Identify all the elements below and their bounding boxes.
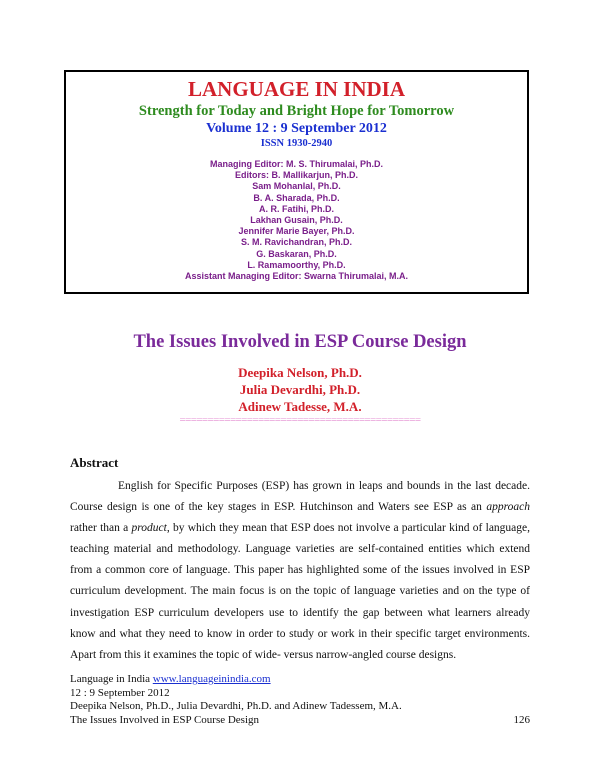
editor-line: A. R. Fatihi, Ph.D. (258, 203, 334, 214)
abstract-emphasis: product (131, 522, 167, 535)
editor-line: S. M. Ravichandran, Ph.D. (240, 237, 353, 248)
separator-line: =========================================== (179, 414, 421, 426)
editor-line: Editors: B. Mallikarjun, Ph.D. (234, 170, 359, 181)
abstract-emphasis: approach (486, 501, 530, 514)
author-name: Deepika Nelson, Ph.D. (238, 365, 362, 380)
article-title: The Issues Involved in ESP Course Design (133, 332, 467, 352)
editor-line: Managing Editor: M. S. Thirumalai, Ph.D. (209, 159, 383, 169)
abstract-text: rather than a (70, 522, 132, 535)
abstract-body (70, 476, 530, 666)
abstract-text: , by which they mean that ESP does not involve a particular kind of language, teaching material and methodology. Language varieties are self-contained entities which extend from a common core of language. This paper has highlighted some of the issues involved in ESP curriculum development. The main focus is on the topic of language varieties and on the type of investigation ESP curriculum developers use to identify the gap between what learners already know and what they need to know in order to study or work in their specific target environments. Apart from this it examines the topic of wide- versus narrow-angled course designs. (70, 522, 531, 661)
journal-issn: ISSN 1930-2940 (260, 138, 333, 149)
journal-tagline: Strength for Today and Bright Hope for Tomorrow (138, 103, 455, 119)
footer-article-title: The Issues Involved in ESP Course Design (70, 713, 260, 726)
abstract-text: English for Specific Purposes (ESP) has grown in leaps and bounds in the last decade. Course design is one of the key stages in ESP. Hutchinson and Waters see ESP as an (70, 480, 530, 514)
editor-line: G. Baskaran, Ph.D. (256, 248, 337, 259)
footer-journal-prefix: Language in India (70, 673, 153, 685)
footer-authors: Deepika Nelson, Ph.D., Julia Devardhi, Ph.D. and Adinew Tadessem, M.A. (70, 700, 402, 712)
abstract-heading: Abstract (70, 455, 119, 470)
footer-website-link[interactable]: www.languageinindia.com (152, 673, 271, 685)
footer-journal-line (70, 673, 530, 687)
author-name: Julia Devardhi, Ph.D. (239, 382, 361, 397)
editor-line: Jennifer Marie Bayer, Ph.D. (238, 226, 355, 237)
journal-title: LANGUAGE IN INDIA (187, 77, 406, 101)
editor-line: Sam Mohanlal, Ph.D. (252, 181, 341, 192)
editor-line: B. A. Sharada, Ph.D. (253, 192, 340, 203)
editor-line: Assistant Managing Editor: Swarna Thirumalai, M.A. (184, 271, 409, 282)
page-number: 126 (513, 713, 530, 726)
editor-line: Lakhan Gusain, Ph.D. (250, 215, 343, 226)
page-footer (70, 673, 530, 727)
author-name: Adinew Tadesse, M.A. (238, 399, 362, 414)
journal-volume: Volume 12 : 9 September 2012 (206, 121, 387, 136)
abstract-paragraph (70, 476, 530, 666)
author-list (0, 364, 600, 415)
editor-line: L. Ramamoorthy, Ph.D. (247, 259, 346, 270)
journal-header-box (64, 70, 529, 294)
footer-date: 12 : 9 September 2012 (70, 686, 170, 699)
